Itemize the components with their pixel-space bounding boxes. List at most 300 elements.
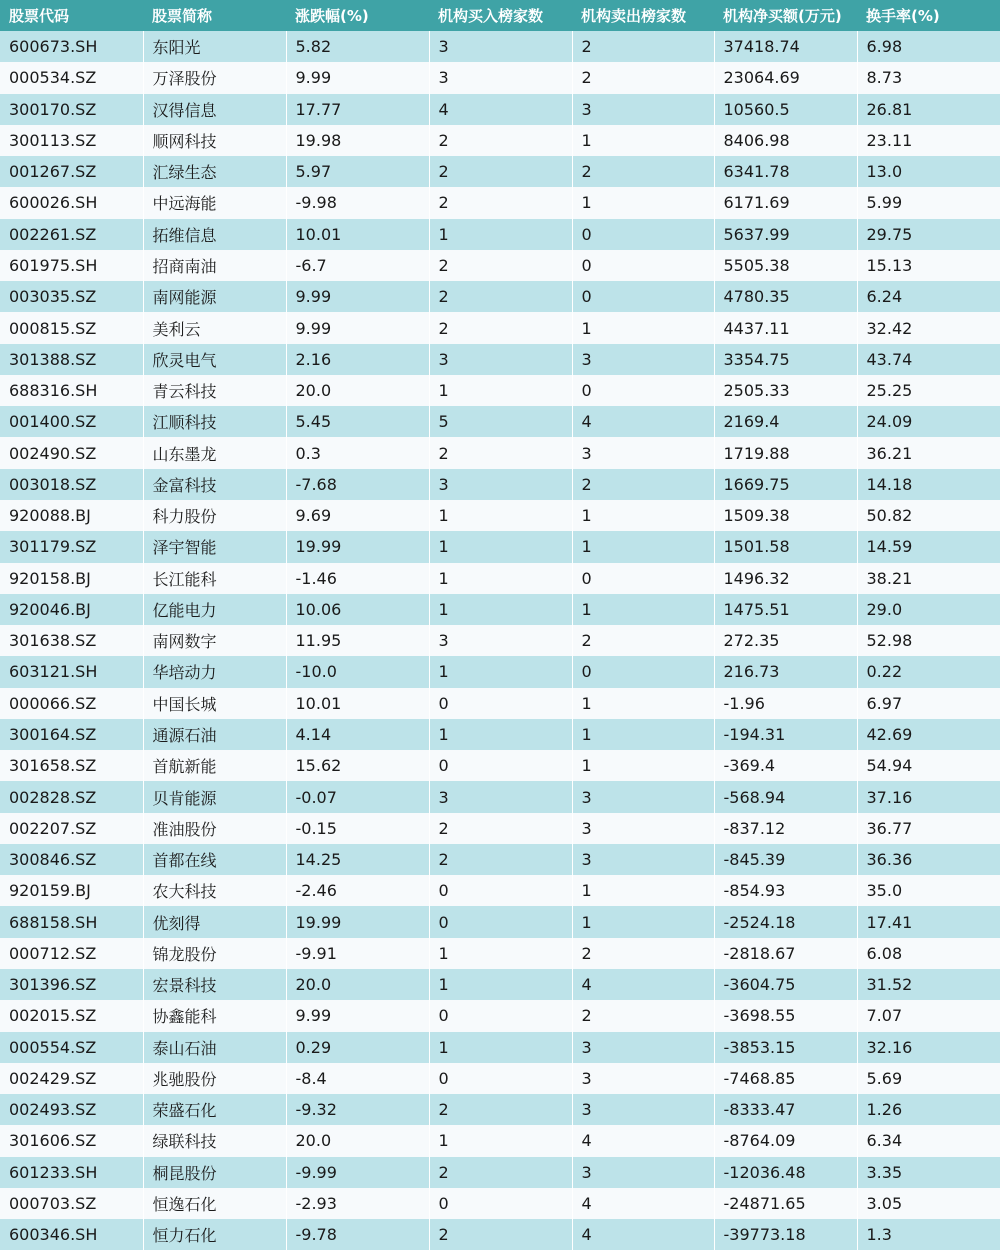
inst-net-buy-cell: -3698.55 [714,1000,857,1031]
inst-sell-count-cell: 3 [572,1094,714,1125]
change-pct-cell: 5.45 [286,406,429,437]
turnover-rate-cell: 15.13 [857,250,1000,281]
inst-buy-count-cell: 2 [429,281,572,312]
stock-code-cell: 000815.SZ [0,312,143,343]
stock-code-cell: 920046.BJ [0,594,143,625]
inst-net-buy-cell: -2818.67 [714,938,857,969]
turnover-rate-cell: 0.22 [857,656,1000,687]
inst-sell-count-cell: 4 [572,1188,714,1219]
inst-buy-count-cell: 0 [429,1000,572,1031]
stock-name-cell: 东阳光 [143,31,286,62]
turnover-rate-cell: 14.18 [857,469,1000,500]
column-header-inst-buy-count[interactable]: 机构买入榜家数 [429,0,572,31]
inst-sell-count-cell: 0 [572,375,714,406]
inst-buy-count-cell: 2 [429,125,572,156]
table-row[interactable] [0,719,1000,750]
table-row[interactable] [0,688,1000,719]
stock-name-cell: 江顺科技 [143,406,286,437]
inst-buy-count-cell: 3 [429,625,572,656]
change-pct-cell: 4.14 [286,719,429,750]
inst-sell-count-cell: 2 [572,62,714,93]
stock-name-cell: 亿能电力 [143,594,286,625]
stock-code-cell: 002015.SZ [0,1000,143,1031]
change-pct-cell: 10.01 [286,688,429,719]
inst-buy-count-cell: 0 [429,750,572,781]
inst-buy-count-cell: 2 [429,250,572,281]
table-row[interactable] [0,531,1000,562]
change-pct-cell: -0.15 [286,813,429,844]
change-pct-cell: 9.99 [286,62,429,93]
inst-net-buy-cell: 1719.88 [714,437,857,468]
stock-code-cell: 003035.SZ [0,281,143,312]
change-pct-cell: 14.25 [286,844,429,875]
change-pct-cell: -10.0 [286,656,429,687]
stock-name-cell: 泽宇智能 [143,531,286,562]
stock-code-cell: 601233.SH [0,1157,143,1188]
table-row[interactable] [0,1094,1000,1125]
inst-net-buy-cell: -39773.18 [714,1219,857,1250]
column-header-change-pct[interactable]: 涨跌幅(%) [286,0,429,31]
table-row[interactable] [0,94,1000,125]
table-row[interactable] [0,656,1000,687]
inst-net-buy-cell: -854.93 [714,875,857,906]
turnover-rate-cell: 29.75 [857,219,1000,250]
inst-buy-count-cell: 5 [429,406,572,437]
change-pct-cell: -2.93 [286,1188,429,1219]
inst-buy-count-cell: 3 [429,31,572,62]
table-row[interactable] [0,344,1000,375]
stock-name-cell: 恒逸石化 [143,1188,286,1219]
inst-buy-count-cell: 4 [429,94,572,125]
stock-name-cell: 优刻得 [143,906,286,937]
inst-buy-count-cell: 1 [429,1032,572,1063]
turnover-rate-cell: 31.52 [857,969,1000,1000]
inst-buy-count-cell: 2 [429,312,572,343]
stock-code-cell: 001400.SZ [0,406,143,437]
change-pct-cell: 2.16 [286,344,429,375]
inst-net-buy-cell: -12036.48 [714,1157,857,1188]
inst-buy-count-cell: 1 [429,719,572,750]
inst-buy-count-cell: 3 [429,344,572,375]
change-pct-cell: 5.82 [286,31,429,62]
inst-buy-count-cell: 0 [429,1063,572,1094]
stock-name-cell: 拓维信息 [143,219,286,250]
table-row[interactable] [0,1032,1000,1063]
column-header-stock-code[interactable]: 股票代码 [0,0,143,31]
stock-name-cell: 首都在线 [143,844,286,875]
table-row[interactable] [0,594,1000,625]
inst-buy-count-cell: 0 [429,875,572,906]
stock-code-cell: 601975.SH [0,250,143,281]
inst-sell-count-cell: 4 [572,1125,714,1156]
table-row[interactable] [0,1063,1000,1094]
stock-code-cell: 003018.SZ [0,469,143,500]
stock-code-cell: 002490.SZ [0,437,143,468]
turnover-rate-cell: 25.25 [857,375,1000,406]
inst-net-buy-cell: 6341.78 [714,156,857,187]
table-row[interactable] [0,938,1000,969]
change-pct-cell: 19.99 [286,906,429,937]
change-pct-cell: -9.91 [286,938,429,969]
change-pct-cell: -1.46 [286,563,429,594]
inst-buy-count-cell: 1 [429,969,572,1000]
inst-sell-count-cell: 1 [572,906,714,937]
table-header [0,0,1000,31]
table-row[interactable] [0,625,1000,656]
inst-buy-count-cell: 3 [429,781,572,812]
stock-name-cell: 青云科技 [143,375,286,406]
stock-name-cell: 顺网科技 [143,125,286,156]
inst-net-buy-cell: -194.31 [714,719,857,750]
stock-name-cell: 华培动力 [143,656,286,687]
stock-name-cell: 荣盛石化 [143,1094,286,1125]
inst-buy-count-cell: 0 [429,1188,572,1219]
table-row[interactable] [0,969,1000,1000]
stock-name-cell: 泰山石油 [143,1032,286,1063]
inst-buy-count-cell: 2 [429,844,572,875]
turnover-rate-cell: 35.0 [857,875,1000,906]
turnover-rate-cell: 7.07 [857,1000,1000,1031]
stock-code-cell: 000534.SZ [0,62,143,93]
table-row[interactable] [0,281,1000,312]
inst-sell-count-cell: 0 [572,281,714,312]
change-pct-cell: -8.4 [286,1063,429,1094]
turnover-rate-cell: 36.21 [857,437,1000,468]
inst-sell-count-cell: 1 [572,531,714,562]
table-row[interactable] [0,563,1000,594]
inst-net-buy-cell: -369.4 [714,750,857,781]
stock-name-cell: 桐昆股份 [143,1157,286,1188]
inst-net-buy-cell: -8764.09 [714,1125,857,1156]
table-row[interactable] [0,406,1000,437]
turnover-rate-cell: 6.08 [857,938,1000,969]
stock-code-cell: 920158.BJ [0,563,143,594]
turnover-rate-cell: 3.05 [857,1188,1000,1219]
turnover-rate-cell: 54.94 [857,750,1000,781]
table-row[interactable] [0,187,1000,218]
turnover-rate-cell: 52.98 [857,625,1000,656]
stock-code-cell: 301179.SZ [0,531,143,562]
turnover-rate-cell: 23.11 [857,125,1000,156]
inst-sell-count-cell: 0 [572,563,714,594]
table-row[interactable] [0,469,1000,500]
inst-net-buy-cell: 272.35 [714,625,857,656]
table-body [0,31,1000,1250]
inst-buy-count-cell: 0 [429,688,572,719]
turnover-rate-cell: 36.77 [857,813,1000,844]
change-pct-cell: 19.98 [286,125,429,156]
inst-buy-count-cell: 3 [429,469,572,500]
inst-sell-count-cell: 3 [572,1032,714,1063]
table-row[interactable] [0,1219,1000,1250]
inst-net-buy-cell: 5505.38 [714,250,857,281]
inst-sell-count-cell: 3 [572,1063,714,1094]
stock-code-cell: 300846.SZ [0,844,143,875]
stock-code-cell: 600026.SH [0,187,143,218]
inst-buy-count-cell: 2 [429,156,572,187]
inst-buy-count-cell: 1 [429,594,572,625]
inst-net-buy-cell: -568.94 [714,781,857,812]
inst-sell-count-cell: 3 [572,844,714,875]
stock-name-cell: 协鑫能科 [143,1000,286,1031]
inst-net-buy-cell: -7468.85 [714,1063,857,1094]
inst-sell-count-cell: 2 [572,625,714,656]
change-pct-cell: 0.3 [286,437,429,468]
stock-code-cell: 300170.SZ [0,94,143,125]
inst-sell-count-cell: 1 [572,125,714,156]
table-row[interactable] [0,875,1000,906]
stock-name-cell: 宏景科技 [143,969,286,1000]
change-pct-cell: -2.46 [286,875,429,906]
inst-sell-count-cell: 4 [572,1219,714,1250]
turnover-rate-cell: 50.82 [857,500,1000,531]
inst-buy-count-cell: 0 [429,906,572,937]
stock-name-cell: 南网数字 [143,625,286,656]
inst-buy-count-cell: 2 [429,1219,572,1250]
stock-code-cell: 002429.SZ [0,1063,143,1094]
inst-net-buy-cell: 5637.99 [714,219,857,250]
stock-name-cell: 万泽股份 [143,62,286,93]
change-pct-cell: 20.0 [286,1125,429,1156]
column-header-turnover-rate[interactable]: 换手率(%) [857,0,1000,31]
stock-code-cell: 600673.SH [0,31,143,62]
inst-net-buy-cell: 6171.69 [714,187,857,218]
turnover-rate-cell: 14.59 [857,531,1000,562]
stock-code-cell: 301606.SZ [0,1125,143,1156]
inst-sell-count-cell: 1 [572,187,714,218]
stock-code-cell: 002207.SZ [0,813,143,844]
column-header-inst-sell-count[interactable]: 机构卖出榜家数 [572,0,714,31]
table-row[interactable] [0,844,1000,875]
turnover-rate-cell: 17.41 [857,906,1000,937]
inst-buy-count-cell: 2 [429,437,572,468]
table-row[interactable] [0,1157,1000,1188]
turnover-rate-cell: 29.0 [857,594,1000,625]
inst-sell-count-cell: 3 [572,437,714,468]
inst-net-buy-cell: -2524.18 [714,906,857,937]
inst-net-buy-cell: -845.39 [714,844,857,875]
turnover-rate-cell: 38.21 [857,563,1000,594]
stock-code-cell: 603121.SH [0,656,143,687]
turnover-rate-cell: 6.24 [857,281,1000,312]
stock-name-cell: 贝肯能源 [143,781,286,812]
inst-sell-count-cell: 1 [572,594,714,625]
inst-net-buy-cell: -3604.75 [714,969,857,1000]
table-row[interactable] [0,1188,1000,1219]
stock-code-cell: 000066.SZ [0,688,143,719]
stock-code-cell: 688158.SH [0,906,143,937]
stock-name-cell: 锦龙股份 [143,938,286,969]
change-pct-cell: 20.0 [286,375,429,406]
inst-sell-count-cell: 1 [572,500,714,531]
table-row[interactable] [0,250,1000,281]
inst-buy-count-cell: 2 [429,187,572,218]
inst-buy-count-cell: 1 [429,563,572,594]
change-pct-cell: 9.99 [286,1000,429,1031]
change-pct-cell: 17.77 [286,94,429,125]
inst-buy-count-cell: 1 [429,531,572,562]
turnover-rate-cell: 5.69 [857,1063,1000,1094]
stock-name-cell: 金富科技 [143,469,286,500]
turnover-rate-cell: 5.99 [857,187,1000,218]
stock-code-cell: 301396.SZ [0,969,143,1000]
change-pct-cell: -9.99 [286,1157,429,1188]
inst-sell-count-cell: 3 [572,813,714,844]
inst-net-buy-cell: 10560.5 [714,94,857,125]
column-header-stock-name[interactable]: 股票简称 [143,0,286,31]
stock-name-cell: 中远海能 [143,187,286,218]
turnover-rate-cell: 1.3 [857,1219,1000,1250]
inst-net-buy-cell: 4437.11 [714,312,857,343]
stock-code-cell: 001267.SZ [0,156,143,187]
inst-sell-count-cell: 1 [572,688,714,719]
inst-buy-count-cell: 2 [429,1094,572,1125]
stock-code-cell: 600346.SH [0,1219,143,1250]
change-pct-cell: -9.78 [286,1219,429,1250]
turnover-rate-cell: 42.69 [857,719,1000,750]
table-row[interactable] [0,813,1000,844]
stock-name-cell: 汉得信息 [143,94,286,125]
table-row[interactable] [0,1000,1000,1031]
stock-name-cell: 中国长城 [143,688,286,719]
change-pct-cell: -6.7 [286,250,429,281]
turnover-rate-cell: 32.16 [857,1032,1000,1063]
turnover-rate-cell: 43.74 [857,344,1000,375]
inst-sell-count-cell: 2 [572,156,714,187]
table-row[interactable] [0,500,1000,531]
change-pct-cell: 9.69 [286,500,429,531]
inst-net-buy-cell: -1.96 [714,688,857,719]
inst-net-buy-cell: 1509.38 [714,500,857,531]
inst-buy-count-cell: 1 [429,219,572,250]
turnover-rate-cell: 13.0 [857,156,1000,187]
column-header-inst-net-buy[interactable]: 机构净买额(万元) [714,0,857,31]
turnover-rate-cell: 26.81 [857,94,1000,125]
inst-sell-count-cell: 4 [572,406,714,437]
stock-name-cell: 长江能科 [143,563,286,594]
stock-name-cell: 兆驰股份 [143,1063,286,1094]
stock-code-cell: 301658.SZ [0,750,143,781]
change-pct-cell: 10.01 [286,219,429,250]
stock-name-cell: 绿联科技 [143,1125,286,1156]
inst-net-buy-cell: 2505.33 [714,375,857,406]
inst-sell-count-cell: 2 [572,31,714,62]
change-pct-cell: 15.62 [286,750,429,781]
table-row[interactable] [0,31,1000,62]
change-pct-cell: -0.07 [286,781,429,812]
table-row[interactable] [0,781,1000,812]
stock-code-cell: 002261.SZ [0,219,143,250]
table-row[interactable] [0,156,1000,187]
change-pct-cell: 19.99 [286,531,429,562]
table-row[interactable] [0,750,1000,781]
stock-name-cell: 美利云 [143,312,286,343]
inst-sell-count-cell: 3 [572,1157,714,1188]
stock-name-cell: 南网能源 [143,281,286,312]
inst-buy-count-cell: 1 [429,375,572,406]
turnover-rate-cell: 6.97 [857,688,1000,719]
inst-sell-count-cell: 3 [572,781,714,812]
inst-sell-count-cell: 3 [572,94,714,125]
stock-name-cell: 科力股份 [143,500,286,531]
header-row [0,0,1000,31]
turnover-rate-cell: 37.16 [857,781,1000,812]
turnover-rate-cell: 1.26 [857,1094,1000,1125]
change-pct-cell: 11.95 [286,625,429,656]
inst-sell-count-cell: 0 [572,250,714,281]
table-row[interactable] [0,125,1000,156]
inst-net-buy-cell: 4780.35 [714,281,857,312]
inst-net-buy-cell: -24871.65 [714,1188,857,1219]
stock-name-cell: 欣灵电气 [143,344,286,375]
stock-code-cell: 301388.SZ [0,344,143,375]
turnover-rate-cell: 3.35 [857,1157,1000,1188]
turnover-rate-cell: 8.73 [857,62,1000,93]
inst-buy-count-cell: 3 [429,62,572,93]
change-pct-cell: 9.99 [286,312,429,343]
inst-buy-count-cell: 1 [429,656,572,687]
change-pct-cell: 5.97 [286,156,429,187]
stock-code-cell: 688316.SH [0,375,143,406]
stock-name-cell: 山东墨龙 [143,437,286,468]
stock-name-cell: 准油股份 [143,813,286,844]
change-pct-cell: -9.98 [286,187,429,218]
stock-name-cell: 通源石油 [143,719,286,750]
inst-buy-count-cell: 2 [429,813,572,844]
change-pct-cell: -7.68 [286,469,429,500]
inst-sell-count-cell: 1 [572,875,714,906]
table-row[interactable] [0,906,1000,937]
inst-net-buy-cell: 1501.58 [714,531,857,562]
inst-buy-count-cell: 2 [429,1157,572,1188]
stock-name-cell: 招商南油 [143,250,286,281]
stock-code-cell: 000703.SZ [0,1188,143,1219]
inst-net-buy-cell: 3354.75 [714,344,857,375]
turnover-rate-cell: 6.34 [857,1125,1000,1156]
table-row[interactable] [0,437,1000,468]
stock-name-cell: 农大科技 [143,875,286,906]
stock-code-cell: 300113.SZ [0,125,143,156]
inst-net-buy-cell: 1475.51 [714,594,857,625]
change-pct-cell: 10.06 [286,594,429,625]
table-row[interactable] [0,62,1000,93]
inst-buy-count-cell: 1 [429,500,572,531]
inst-net-buy-cell: -3853.15 [714,1032,857,1063]
inst-sell-count-cell: 0 [572,219,714,250]
inst-sell-count-cell: 0 [572,656,714,687]
inst-sell-count-cell: 2 [572,1000,714,1031]
stock-name-cell: 汇绿生态 [143,156,286,187]
inst-net-buy-cell: 37418.74 [714,31,857,62]
table-row[interactable] [0,375,1000,406]
table-row[interactable] [0,312,1000,343]
table-row[interactable] [0,1125,1000,1156]
inst-sell-count-cell: 3 [572,344,714,375]
inst-buy-count-cell: 1 [429,938,572,969]
table-row[interactable] [0,219,1000,250]
inst-net-buy-cell: 8406.98 [714,125,857,156]
inst-sell-count-cell: 1 [572,312,714,343]
inst-net-buy-cell: 2169.4 [714,406,857,437]
turnover-rate-cell: 6.98 [857,31,1000,62]
inst-sell-count-cell: 2 [572,938,714,969]
inst-sell-count-cell: 1 [572,750,714,781]
inst-net-buy-cell: 23064.69 [714,62,857,93]
stock-code-cell: 000712.SZ [0,938,143,969]
turnover-rate-cell: 24.09 [857,406,1000,437]
inst-net-buy-cell: -8333.47 [714,1094,857,1125]
stock-code-cell: 000554.SZ [0,1032,143,1063]
